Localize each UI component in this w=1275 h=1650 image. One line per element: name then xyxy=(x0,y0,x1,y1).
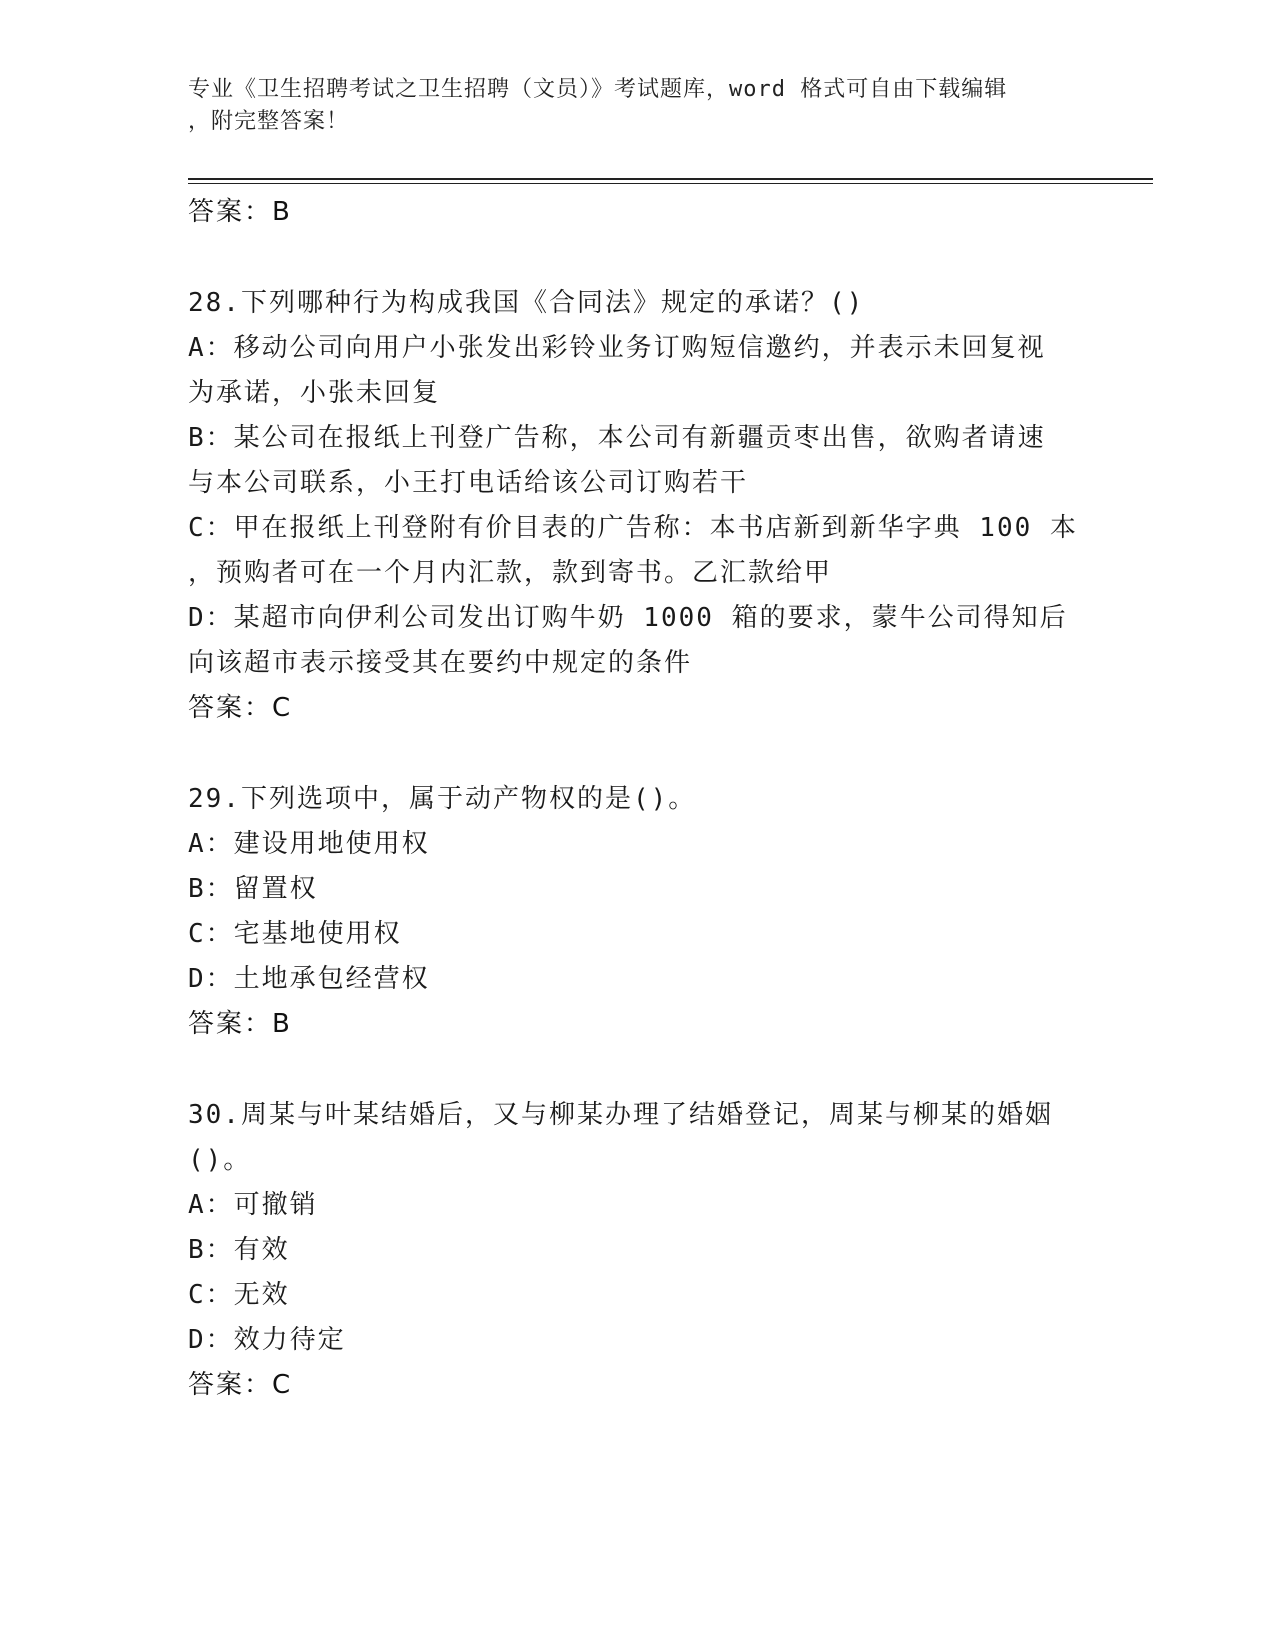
option-d: D：某超市向伊利公司发出订购牛奶 1000 箱的要求，蒙牛公司得知后 xyxy=(188,603,1068,633)
question-list xyxy=(188,190,1088,1408)
option-b-continued: 与本公司联系，小王打电话给该公司订购若干 xyxy=(188,468,749,498)
answer-label: 答案：B xyxy=(188,1009,292,1039)
question-29 xyxy=(188,777,1088,1047)
option-d: D：土地承包经营权 xyxy=(188,964,430,994)
option-a: A：建设用地使用权 xyxy=(188,829,430,859)
answer-label: 答案：C xyxy=(188,693,293,723)
question-stem: 28.下列哪种行为构成我国《合同法》规定的承诺？() xyxy=(188,288,865,318)
option-d-continued: 向该超市表示接受其在要约中规定的条件 xyxy=(188,648,693,678)
page-header xyxy=(188,74,1068,138)
answer-label: 答案：B xyxy=(188,197,292,227)
option-a-continued: 为承诺，小张未回复 xyxy=(188,378,441,408)
option-c: C：无效 xyxy=(188,1280,290,1310)
header-line-2: ，附完整答案！ xyxy=(188,109,350,134)
option-c-continued: ，预购者可在一个月内汇款，款到寄书。乙汇款给甲 xyxy=(188,558,833,588)
option-d: D：效力待定 xyxy=(188,1325,346,1355)
question-30 xyxy=(188,1093,1088,1408)
option-a: A：可撤销 xyxy=(188,1190,318,1220)
question-stem: 29.下列选项中，属于动产物权的是()。 xyxy=(188,784,697,814)
option-a: A：移动公司向用户小张发出彩铃业务订购短信邀约，并表示未回复视 xyxy=(188,333,1046,363)
option-b: B：留置权 xyxy=(188,874,318,904)
option-b: B：某公司在报纸上刊登广告称，本公司有新疆贡枣出售，欲购者请速 xyxy=(188,423,1046,453)
question-stem-continued: ()。 xyxy=(188,1145,252,1175)
answer-label: 答案：C xyxy=(188,1370,293,1400)
option-c: C：甲在报纸上刊登附有价目表的广告称：本书店新到新华字典 100 本 xyxy=(188,513,1078,543)
question-stem: 30.周某与叶某结婚后，又与柳某办理了结婚登记，周某与柳某的婚姻 xyxy=(188,1100,1053,1130)
option-c: C：宅基地使用权 xyxy=(188,919,402,949)
option-b: B：有效 xyxy=(188,1235,290,1265)
question-28 xyxy=(188,281,1088,731)
header-line-1: 专业《卫生招聘考试之卫生招聘（文员）》考试题库，word 格式可自由下载编辑 xyxy=(188,77,1008,102)
header-divider xyxy=(188,178,1153,184)
